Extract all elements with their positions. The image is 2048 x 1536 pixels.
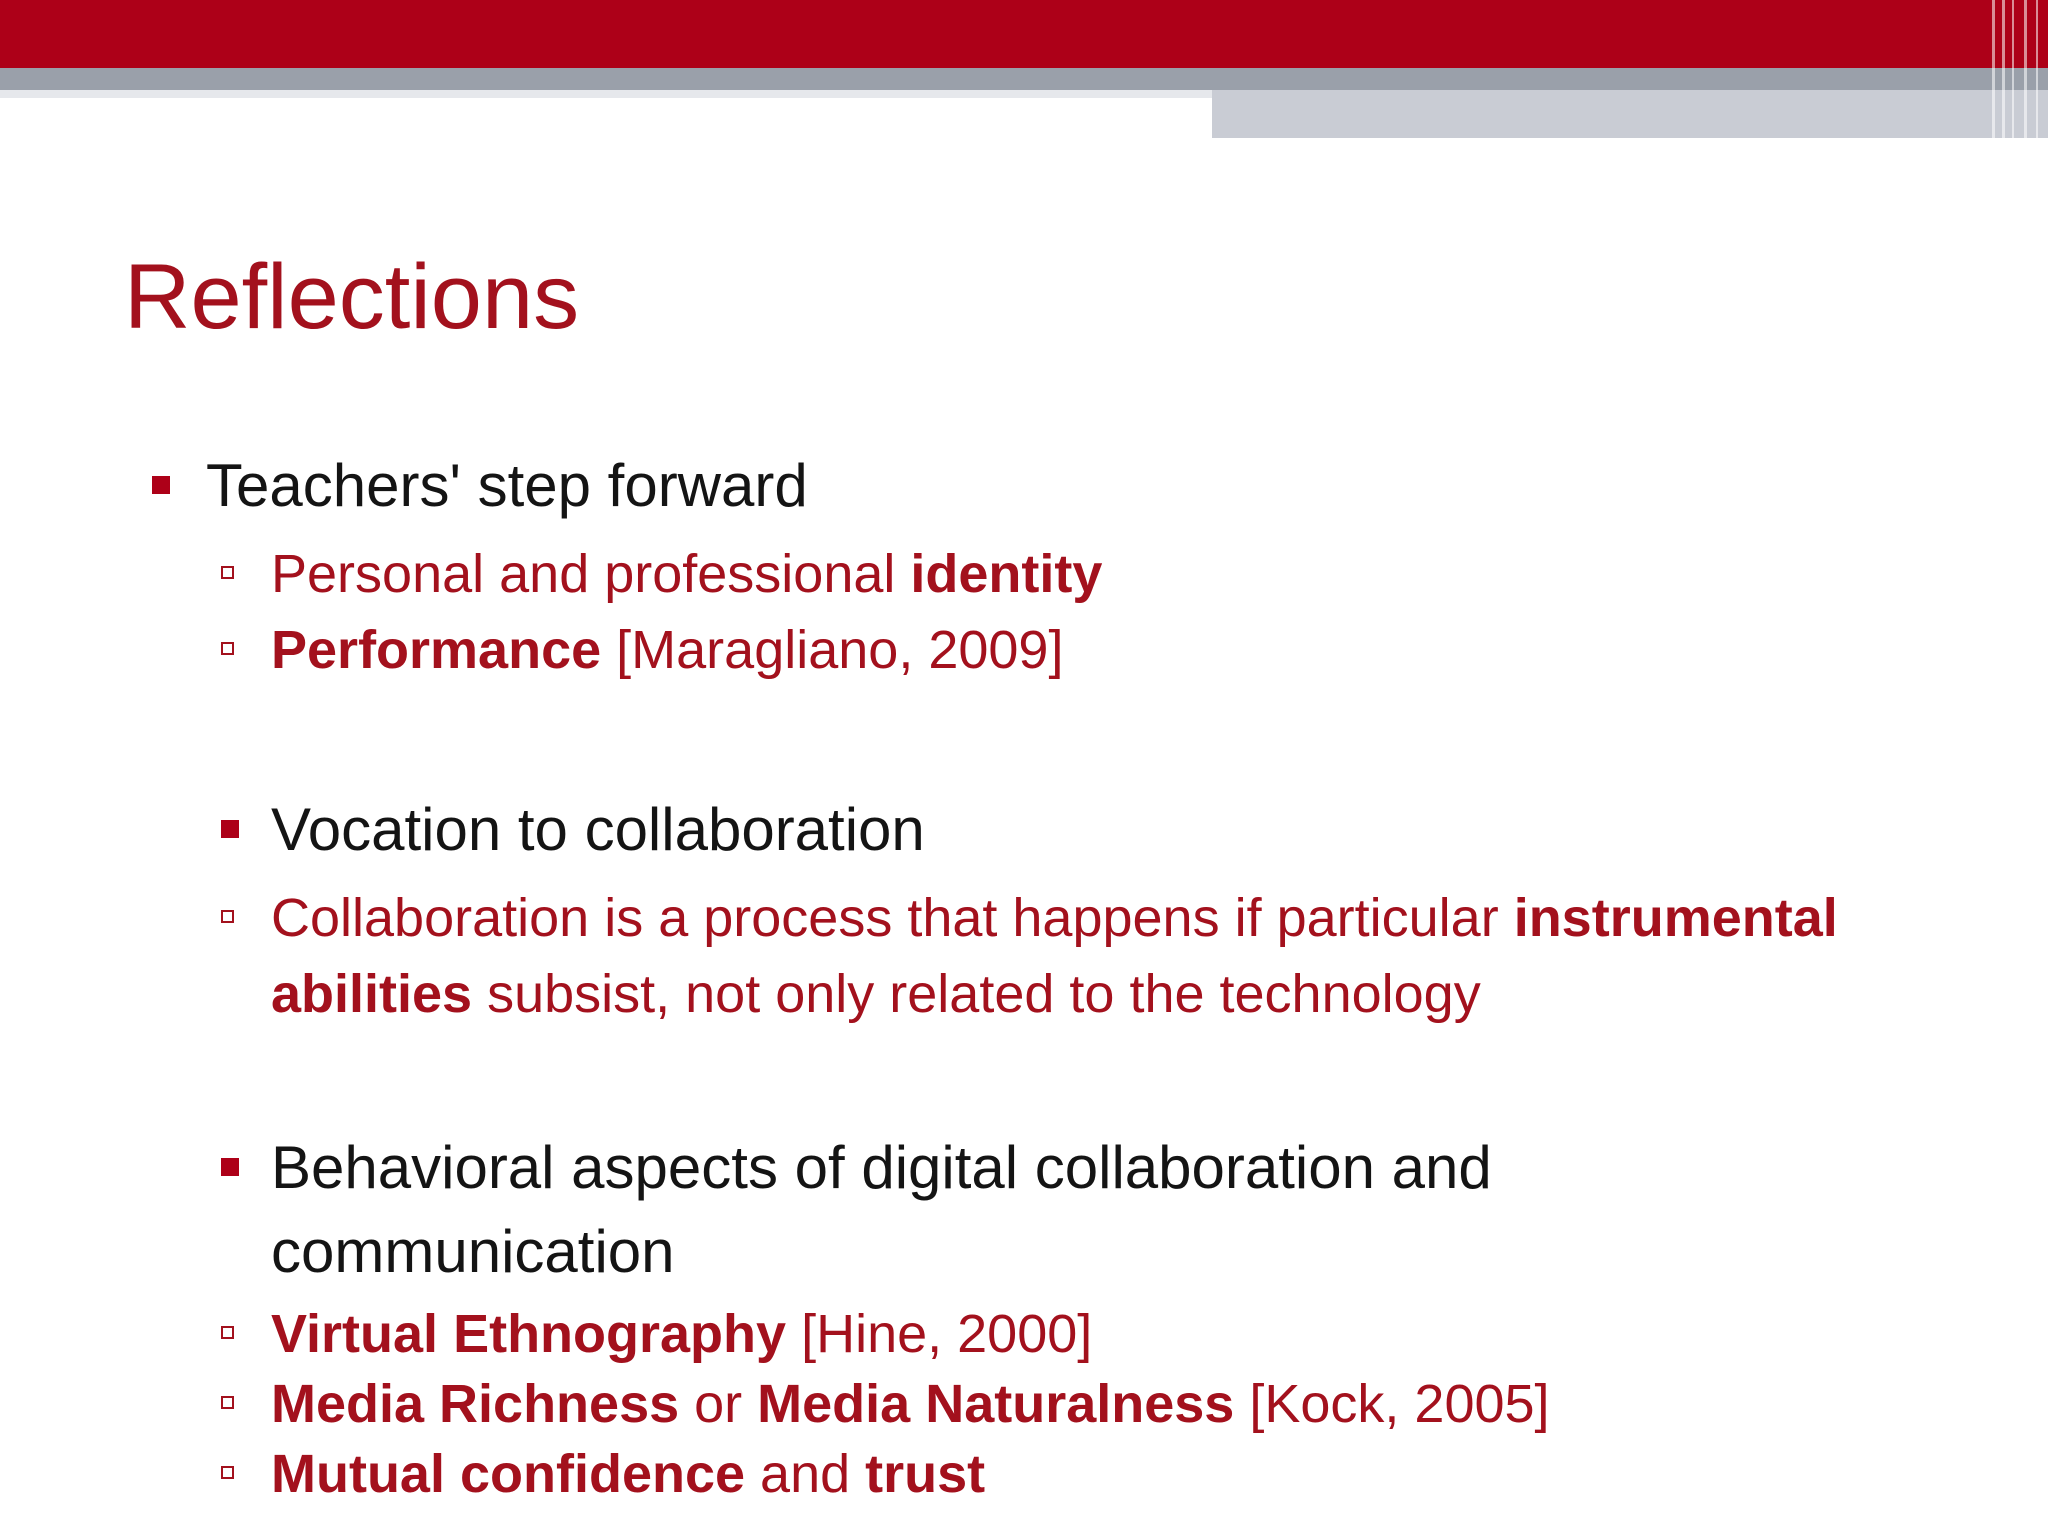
list-item: Personal and professional identity [271, 536, 1102, 612]
section-heading: Teachers' step forward [206, 444, 808, 528]
bullet-square-icon [221, 820, 239, 838]
header-gray-bar [0, 68, 2048, 90]
section-heading-continuation: communication [271, 1218, 675, 1285]
bullet-hollow-square-icon [221, 1466, 234, 1479]
header-gray-block [1212, 90, 2048, 138]
bullet-hollow-square-icon [221, 1326, 234, 1339]
list-item: Mutual confidence and trust [271, 1436, 985, 1512]
section-heading: Behavioral aspects of digital collaboration and [271, 1126, 1492, 1210]
list-item: Media Richness or Media Naturalness [Kock, 2005] [271, 1366, 1550, 1442]
slide-title: Reflections [124, 246, 580, 348]
header-stripes [1988, 0, 2048, 138]
bullet-hollow-square-icon [221, 910, 234, 923]
list-item: Virtual Ethnography [Hine, 2000] [271, 1296, 1092, 1372]
bullet-square-icon [221, 1158, 239, 1176]
list-item-continuation: abilities subsist, not only related to the technology [271, 964, 1481, 1024]
header-light-strip [0, 90, 1212, 98]
list-item: Performance [Maragliano, 2009] [271, 612, 1063, 688]
list-item: Collaboration is a process that happens if particular instrumental [271, 880, 1838, 956]
bullet-hollow-square-icon [221, 642, 234, 655]
bullet-hollow-square-icon [221, 1396, 234, 1409]
bullet-square-icon [152, 476, 170, 494]
bullet-hollow-square-icon [221, 566, 234, 579]
header-red-bar [0, 0, 2048, 68]
section-heading: Vocation to collaboration [271, 788, 925, 872]
